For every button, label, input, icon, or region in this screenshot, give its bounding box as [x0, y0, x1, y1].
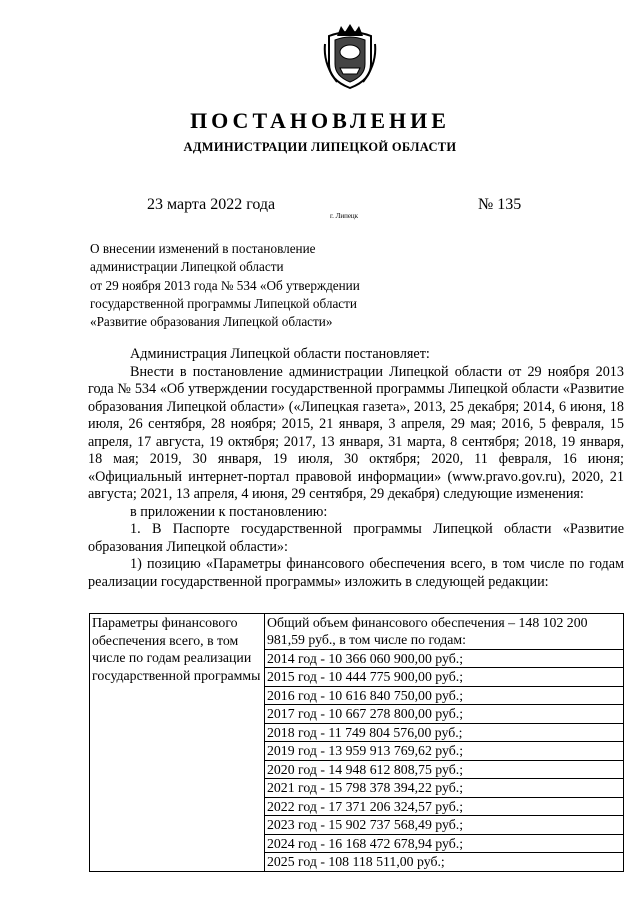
paragraph-subitem-1: 1) позицию «Параметры финансового обеспечения всего, в том числе по годам реализации государственной программы» изложить в следующей редакции: — [88, 556, 624, 590]
financing-year-row: 2017 год - 10 667 278 800,00 руб.; — [265, 705, 623, 724]
financing-year-row: 2021 год - 15 798 378 394,22 руб.; — [265, 779, 623, 798]
paragraph-appendix: в приложении к постановлению: — [130, 503, 328, 520]
financing-year-row: 2023 год - 15 902 737 568,49 руб.; — [265, 816, 623, 835]
lipetsk-coat-of-arms-icon — [323, 24, 377, 90]
financing-year-row: 2022 год - 17 371 206 324,57 руб.; — [265, 798, 623, 817]
financing-year-row: 2019 год - 13 959 913 769,62 руб.; — [265, 742, 623, 761]
paragraph-item-1: 1. В Паспорте государственной программы Липецкой области «Развитие образования Липецкой области»: — [88, 521, 624, 555]
financing-year-row: 2018 год - 11 749 804 576,00 руб.; — [265, 724, 623, 743]
document-city: г. Липецк — [330, 212, 359, 220]
subject-line: администрации Липецкой области — [90, 259, 284, 275]
document-title: ПОСТАНОВЛЕНИЕ — [190, 108, 450, 133]
financing-values-cell — [265, 614, 624, 872]
financing-year-row: 2015 год - 10 444 775 900,00 руб.; — [265, 668, 623, 687]
table-row — [90, 614, 624, 872]
document-body — [88, 346, 624, 591]
financing-year-row: 2016 год - 10 616 840 750,00 руб.; — [265, 687, 623, 706]
document-date: 23 марта 2022 года — [147, 196, 276, 213]
document-number: № 135 — [478, 196, 522, 213]
financing-year-row: 2025 год - 108 118 511,00 руб.; — [267, 854, 445, 870]
subject-line: «Развитие образования Липецкой области» — [90, 314, 333, 330]
financing-year-row: 2024 год - 16 168 472 678,94 руб.; — [265, 835, 623, 854]
document-subject — [90, 240, 360, 331]
financing-year-row: 2014 год - 10 366 060 900,00 руб.; — [265, 650, 623, 669]
subject-line: от 29 ноября 2013 года № 534 «Об утверждении — [90, 277, 360, 293]
financing-year-row: 2020 год - 14 948 612 808,75 руб.; — [265, 761, 623, 780]
paragraph-amendment: Внести в постановление администрации Липецкой области от 29 ноября 2013 года № 534 «Об утверждении государственной программы Липецкой области «Развитие образования Липецкой области» («Липецкая газета», 2013, 25 декабря; 2014, 6 июня, 18 июля, 26 сентября, 28 ноября; 2015, 21 января, 3 апреля, 29 мая; 2016, 5 февраля, 15 апреля, 17 августа, 19 октября; 2017, 13 января, 31 марта, 8 сентября; 2018, 19 января, 18 мая; 2019, 30 января, 19 июля, 30 октября; 2020, 11 февраля, 16 июня; «Официальный интернет-портал правовой информации» (www.pravo.gov.ru), 2020, 21 августа; 2021, 13 апреля, 4 июня, 29 сентября, 29 декабря) следующие изменения: — [88, 363, 624, 502]
subject-line: О внесении изменений в постановление — [90, 241, 316, 256]
financing-table — [89, 613, 624, 872]
financing-total: Общий объем финансового обеспечения – 148 102 200 981,59 руб., в том числе по годам: — [265, 614, 623, 650]
financing-label-cell: Параметры финансового обеспечения всего, в том числе по годам реализации государственной программы — [90, 614, 265, 872]
subject-line: государственной программы Липецкой области — [90, 295, 357, 311]
document-issuer: АДМИНИСТРАЦИИ ЛИПЕЦКОЙ ОБЛАСТИ — [183, 140, 457, 154]
paragraph-decree: Администрация Липецкой области постановляет: — [130, 346, 430, 362]
